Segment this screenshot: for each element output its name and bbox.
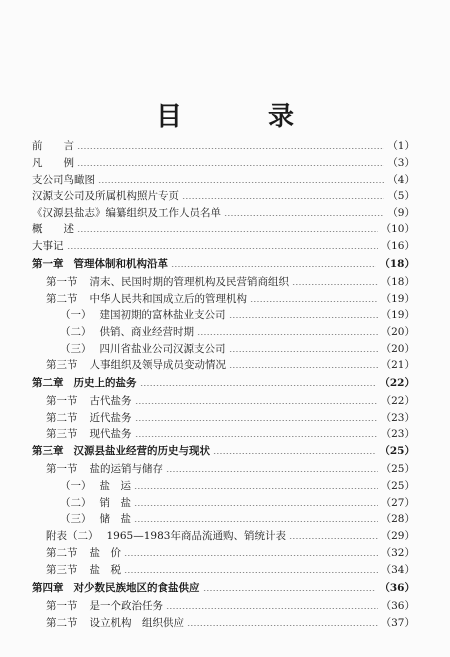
leader-dots xyxy=(134,521,378,522)
leader-dots xyxy=(67,248,378,249)
leader-dots xyxy=(135,420,378,421)
toc-chapter xyxy=(32,375,415,391)
leader-dots xyxy=(134,488,378,489)
toc-chapter xyxy=(32,443,415,459)
toc-entry xyxy=(32,172,415,188)
toc-label: 古代盐务 xyxy=(89,395,132,407)
leader-dots xyxy=(292,284,378,285)
leader-dots xyxy=(77,148,384,149)
toc-section: （三） xyxy=(60,343,92,355)
toc-section: （一） xyxy=(60,480,92,492)
toc-page: （23） xyxy=(380,428,415,440)
toc-label: 盐 价 xyxy=(89,547,121,559)
leader-dots xyxy=(289,538,378,539)
toc-page: （10） xyxy=(380,223,415,235)
leader-dots xyxy=(124,555,378,556)
toc-entry xyxy=(46,528,415,544)
toc-entry xyxy=(46,461,415,477)
toc-label: 近代盐务 xyxy=(89,412,132,424)
leader-dots xyxy=(229,317,378,318)
leader-dots xyxy=(171,266,376,267)
toc-entry xyxy=(46,291,415,307)
toc-section: 第一节 xyxy=(46,600,78,612)
toc-page: （20） xyxy=(380,326,415,338)
toc-label: 历史上的盐务 xyxy=(73,377,137,389)
toc-chapter xyxy=(32,256,415,272)
toc-entry xyxy=(46,274,415,290)
leader-dots xyxy=(140,385,377,386)
toc-label: 建国初期的富林盐业支公司 xyxy=(99,309,226,321)
leader-dots xyxy=(77,231,378,232)
toc-section: （二） xyxy=(60,326,92,338)
toc-entry xyxy=(46,426,415,442)
toc-entry xyxy=(60,307,415,323)
toc-section: （二） xyxy=(60,497,92,509)
toc-entry xyxy=(46,393,415,409)
toc-label: 汉源县盐业经营的历史与现状 xyxy=(73,445,210,457)
toc-entry xyxy=(32,188,415,204)
toc-page: （9） xyxy=(387,207,415,219)
leader-dots xyxy=(229,367,378,368)
toc-section: 第二节 xyxy=(46,547,78,559)
toc-label: 1965—1983年商品流通购、销统计表 xyxy=(106,530,286,542)
leader-dots xyxy=(124,572,378,573)
toc-label: 大事记 xyxy=(32,240,64,252)
toc-label: 前 言 xyxy=(32,140,74,152)
toc-section: 第三节 xyxy=(46,359,78,371)
toc-label: 中华人民共和国成立后的管理机构 xyxy=(89,293,247,305)
toc-section: 第二节 xyxy=(46,412,78,424)
leader-dots xyxy=(197,334,378,335)
toc-section: 第一节 xyxy=(46,395,78,407)
toc-label: 现代盐务 xyxy=(89,428,132,440)
toc-entry xyxy=(60,478,415,494)
toc-section: 第一节 xyxy=(46,463,78,475)
toc-page: （32） xyxy=(380,547,415,559)
toc-label: 管理体制和机构沿革 xyxy=(73,258,168,270)
toc-section: 附表（二） xyxy=(46,530,99,542)
toc-page: （37） xyxy=(380,617,415,629)
page-title: 目 录 xyxy=(155,102,324,132)
toc-entry xyxy=(46,562,415,578)
toc-label: 盐的运销与储存 xyxy=(89,463,163,475)
leader-dots xyxy=(182,198,384,199)
toc-section: 第二节 xyxy=(46,293,78,305)
toc-section: 第三节 xyxy=(46,564,78,576)
toc-entry xyxy=(46,598,415,614)
toc-page: （18） xyxy=(379,258,415,270)
toc-label: 盐 运 xyxy=(99,480,131,492)
leader-dots xyxy=(135,403,378,404)
toc-label: 设立机构 组织供应 xyxy=(89,617,184,629)
toc-label: 供销、商业经营时期 xyxy=(99,326,194,338)
toc-page: （19） xyxy=(380,309,415,321)
leader-dots xyxy=(135,436,378,437)
toc-page: （22） xyxy=(380,395,415,407)
leader-dots xyxy=(134,505,378,506)
toc-section: 第三节 xyxy=(46,428,78,440)
toc-label: 支公司鸟瞰图 xyxy=(32,174,95,186)
leader-dots xyxy=(166,608,378,609)
leader-dots xyxy=(187,625,378,626)
toc-page: （5） xyxy=(387,190,415,202)
toc-page: （4） xyxy=(387,174,415,186)
toc-section: 第三章 xyxy=(32,445,64,457)
toc-label: 人事组织及领导成员变动情况 xyxy=(89,359,226,371)
toc-entry xyxy=(32,155,415,171)
toc-page: （22） xyxy=(379,377,415,389)
toc-section: （三） xyxy=(60,513,92,525)
toc-page: （25） xyxy=(380,463,415,475)
toc-label: 汉源支公司及所属机构照片专页 xyxy=(32,190,179,202)
toc-entry xyxy=(46,357,415,373)
toc-label: 概 述 xyxy=(32,223,74,235)
toc-label: 对少数民族地区的食盐供应 xyxy=(73,582,200,594)
toc-page: （29） xyxy=(380,530,415,542)
toc-label: 凡 例 xyxy=(32,157,74,169)
toc-entry xyxy=(32,138,415,154)
toc-page: （25） xyxy=(380,480,415,492)
toc-page: （21） xyxy=(380,359,415,371)
toc-section: 第二章 xyxy=(32,377,64,389)
leader-dots xyxy=(77,165,384,166)
toc-entry xyxy=(60,511,415,527)
toc-chapter xyxy=(32,580,415,596)
toc-label: 储 盐 xyxy=(99,513,131,525)
toc-page: （1） xyxy=(387,140,415,152)
toc-section: 第二节 xyxy=(46,617,78,629)
leader-dots xyxy=(203,590,377,591)
toc-section: 第四章 xyxy=(32,582,64,594)
toc-entry xyxy=(60,341,415,357)
toc-label: 销 盐 xyxy=(99,497,131,509)
leader-dots xyxy=(224,215,384,216)
toc-entry xyxy=(60,495,415,511)
toc-label: 是一个政治任务 xyxy=(89,600,163,612)
leader-dots xyxy=(213,453,376,454)
toc-section: 第一章 xyxy=(32,258,64,270)
toc-entry xyxy=(46,615,415,631)
toc-entry xyxy=(60,324,415,340)
leader-dots xyxy=(98,182,384,183)
toc-entry xyxy=(46,545,415,561)
toc-section: （一） xyxy=(60,309,92,321)
toc-label: 四川省盐业公司汉源支公司 xyxy=(99,343,226,355)
toc-page: （16） xyxy=(380,240,415,252)
toc-section: 第一节 xyxy=(46,276,78,288)
leader-dots xyxy=(166,471,378,472)
toc-entry xyxy=(32,238,415,254)
toc-page: （23） xyxy=(380,412,415,424)
toc-label: 清末、民国时期的管理机构及民营销商组织 xyxy=(89,276,289,288)
toc-entry xyxy=(46,410,415,426)
toc-label: 《汉源县盐志》编纂组织及工作人员名单 xyxy=(32,207,221,219)
toc-page: （36） xyxy=(379,582,415,594)
toc-entry xyxy=(32,205,415,221)
toc-page: （25） xyxy=(379,445,415,457)
toc-label: 盐 税 xyxy=(89,564,121,576)
toc-page: （28） xyxy=(380,513,415,525)
leader-dots xyxy=(229,351,378,352)
toc-page: （27） xyxy=(380,497,415,509)
toc-page: （18） xyxy=(380,276,415,288)
toc-entry xyxy=(32,221,415,237)
toc-page: （19） xyxy=(380,293,415,305)
toc-page: （36） xyxy=(380,600,415,612)
toc-page: （34） xyxy=(380,564,415,576)
leader-dots xyxy=(250,301,378,302)
toc-page: （20） xyxy=(380,343,415,355)
toc-page: （3） xyxy=(387,157,415,169)
